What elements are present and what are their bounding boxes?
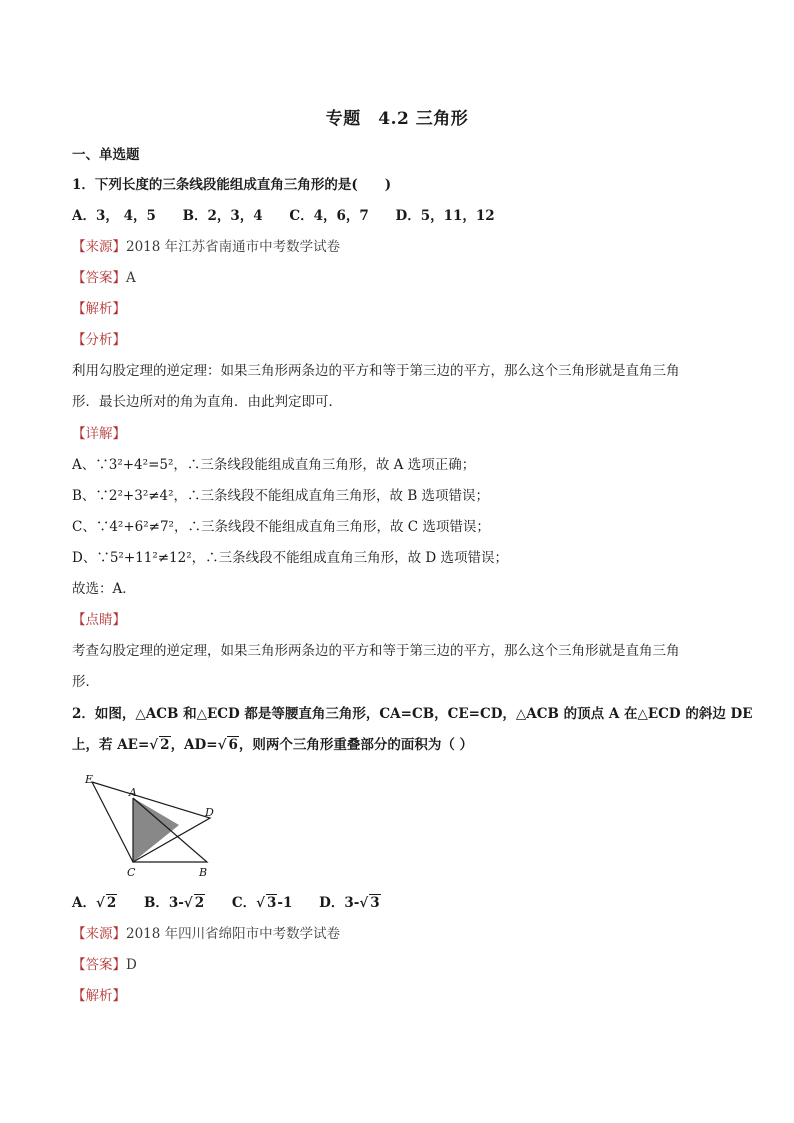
answer-text: D xyxy=(126,957,137,973)
q2-stem-part-c: ，则两个三角形重叠部分的面积为（ ） xyxy=(238,737,474,753)
q1-dianjing-tag: 【点睛】 xyxy=(72,612,126,628)
page-title: 专题 4.2 三角形 xyxy=(325,109,469,129)
q2-options xyxy=(72,894,403,912)
q2-stem-part-a: 上，若 AE= xyxy=(72,737,150,753)
q1-option-a: A．3， 4，5 xyxy=(72,208,156,224)
q2-jiexi-tag: 【解析】 xyxy=(72,988,126,1004)
answer-tag: 【答案】 xyxy=(72,957,126,973)
q1-option-b: B．2，3，4 xyxy=(182,208,263,224)
q1-conclusion: 故选：A． xyxy=(72,581,136,597)
q2-stem-line2 xyxy=(72,736,473,754)
q1-detail-b: B、∵2²+3²≠4²，∴三条线段不能组成直角三角形，故 B 选项错误； xyxy=(72,488,490,504)
q2-option-b: B．3-√ 2 xyxy=(143,895,205,911)
q1-dianjing-line2: 形． xyxy=(72,674,99,690)
q1-answer xyxy=(72,269,136,287)
label-d: D xyxy=(205,806,214,819)
q1-option-c: C．4，6，7 xyxy=(289,208,369,224)
q1-source xyxy=(72,238,340,256)
label-e: E xyxy=(85,773,94,786)
q1-xiangjie-tag: 【详解】 xyxy=(72,426,126,442)
label-c: C xyxy=(127,866,136,879)
answer-tag: 【答案】 xyxy=(72,270,126,286)
q1-stem: 1．下列长度的三条线段能组成直角三角形的是( ) xyxy=(72,177,392,193)
q1-option-d: D．5，11，12 xyxy=(395,208,495,224)
overlap-region xyxy=(133,798,179,862)
triangle-figure xyxy=(76,772,236,884)
answer-text: A xyxy=(126,270,136,286)
source-tag: 【来源】 xyxy=(72,239,126,255)
q2-stem-line1: 2．如图，△ACB 和△ECD 都是等腰直角三角形，CA=CB，CE=CD，△ACB 的顶点 A 在△ECD 的斜边 DE xyxy=(72,706,753,722)
sqrt-6: √ 6 xyxy=(217,737,238,753)
q2-option-d: D．3-√ 3 xyxy=(319,895,380,911)
q1-jiexi-tag: 【解析】 xyxy=(72,301,126,317)
q1-fenxi-line2: 形．最长边所对的角为直角．由此判定即可． xyxy=(72,394,342,410)
q1-detail-a: A、∵3²+4²=5²，∴三条线段能组成直角三角形，故 A 选项正确； xyxy=(72,457,476,473)
q1-detail-d: D、∵5²+11²≠12²，∴三条线段不能组成直角三角形，故 D 选项错误； xyxy=(72,550,509,566)
q1-detail-c: C、∵4²+6²≠7²，∴三条线段不能组成直角三角形，故 C 选项错误； xyxy=(72,519,490,535)
q2-option-c: C．√ 3-1 xyxy=(231,895,293,911)
source-text: 2018 年四川省绵阳市中考数学试卷 xyxy=(126,926,341,942)
sqrt-2: √ 2 xyxy=(149,737,170,753)
section-heading: 一、单选题 xyxy=(72,147,140,163)
source-tag: 【来源】 xyxy=(72,926,126,942)
q2-stem-part-b: ，AD= xyxy=(170,737,218,753)
q2-source xyxy=(72,925,340,943)
q1-fenxi-line1: 利用勾股定理的逆定理：如果三角形两条边的平方和等于第三边的平方，那么这个三角形就是直角三角 xyxy=(72,363,680,379)
q1-dianjing-line1: 考查勾股定理的逆定理，如果三角形两条边的平方和等于第三边的平方，那么这个三角形就是直角三角 xyxy=(72,643,680,659)
q2-option-a: A．√ 2 xyxy=(72,895,117,911)
label-b: B xyxy=(199,866,208,879)
label-a: A xyxy=(129,786,137,799)
source-text: 2018 年江苏省南通市中考数学试卷 xyxy=(126,239,341,255)
q1-fenxi-tag: 【分析】 xyxy=(72,332,126,348)
q2-answer xyxy=(72,956,137,974)
q1-options xyxy=(72,207,517,225)
